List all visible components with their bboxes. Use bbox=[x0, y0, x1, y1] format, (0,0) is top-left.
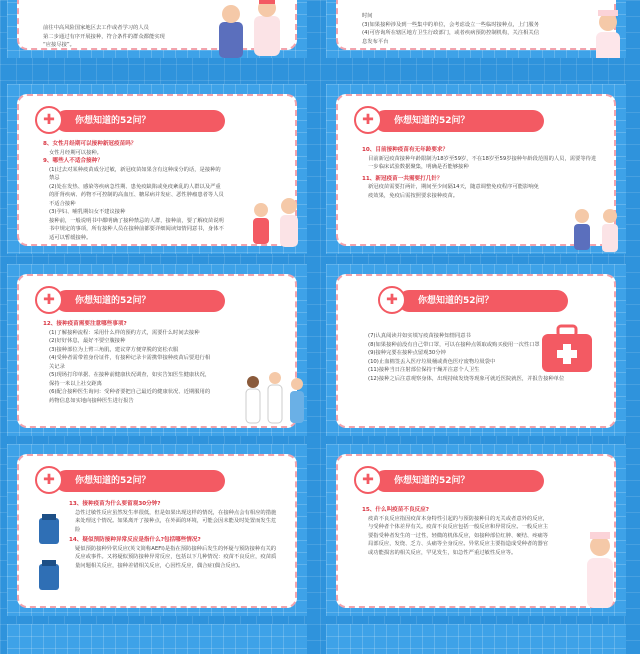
section-title: 你想知道的52问？ bbox=[374, 470, 544, 492]
answer: (4)受种者需带着身份证件，有接种记录卡需携带接种疫苗后要进行相关记录 bbox=[49, 355, 211, 370]
slide-card bbox=[17, 0, 297, 50]
text-line: “应接尽接”。 bbox=[43, 42, 75, 48]
question: 14、疑似预防接种异常反应是指什么?包括哪些情况? bbox=[69, 537, 201, 543]
question: 12、接种疫苗需要注意哪些事项? bbox=[43, 321, 127, 327]
text-line: 前往中高风险国家地区去工作或者学习的人员 bbox=[43, 25, 149, 31]
slide-body bbox=[362, 146, 600, 200]
text-line: 第二步通过有序开展接种，符合条件的群众都能实现 bbox=[43, 33, 165, 40]
answer: (12)接种之后注意观察身体，出现持续发烧等现象可就近医院就医，并报告接种单位 bbox=[368, 375, 565, 382]
text-line: (4)可咨询所在辖区地方卫生行政部门，或者疾病预防控制机构，关注相关信息发布平台 bbox=[362, 30, 540, 45]
slide-9 bbox=[7, 624, 307, 654]
answer: (2)好好休息，最好不要空腹接种 bbox=[49, 338, 126, 344]
medical-kit-icon: ✚ bbox=[354, 466, 382, 494]
slide-card bbox=[336, 274, 616, 428]
answer: (2)处在发热、感染等疾病急性期、患免疫缺陷或免疫紊乱的人群以及严重的肝肾疾病、药物不可控制的高血压、糖尿病并发症、恶性肿瘤患者等人员不适合接种 bbox=[49, 183, 224, 207]
slide-card bbox=[17, 454, 297, 608]
medical-kit-icon: ✚ bbox=[35, 286, 63, 314]
answer: 接种前，一般说明书中都明确了接种禁忌的人群，接种前，要了解疫苗说明书中规定的事项，所有接种人员在接种前都要详细阅读知情同意书，身体不适可以暂缓接种。 bbox=[49, 217, 224, 241]
answer: (5)现场打印单据、在接种前健康状况调查，如实告知医生健康状况，保持一米以上社交距离 bbox=[49, 372, 211, 387]
slide-body bbox=[69, 500, 281, 570]
slide-4 bbox=[326, 84, 626, 254]
section-title: 你想知道的52问？ bbox=[374, 110, 544, 132]
section-title: 你想知道的52问？ bbox=[55, 290, 225, 312]
nurse-illustration bbox=[576, 530, 624, 614]
medicine-bottles-illustration bbox=[35, 512, 65, 602]
answer: 目前新冠疫苗接种年龄限制为18岁至59岁，不在18岁至59岁接种年龄段范围的人员，需要等待进一步临床试验数据聚集，明确是否能够接种 bbox=[368, 155, 597, 170]
slide-body bbox=[362, 506, 552, 557]
medical-kit-icon: ✚ bbox=[35, 106, 63, 134]
answer: 疑似预防接种异常反应(英文简称AEFI)是指在预防接种后发生的怀疑与预防接种有关的反应或事件。又将疑似预防接种异常反应，包括以下几种情况：疫苗不良反应，疫苗质量问题相关反应，接种差错相关反应，心因性反应，偶合症(偶合反应)。 bbox=[75, 545, 277, 569]
answer: (6)配合接种医生询问：受种者要把自己最近的健康状况、近期服用的药物信息如实地向接种医生进行报告 bbox=[49, 389, 211, 404]
slide-card bbox=[336, 454, 616, 608]
answer: (1)过去对某种疫苗成分过敏，新冠疫苗如果含有这种成分的话，是接种的禁忌 bbox=[49, 166, 221, 181]
doctor-patient-illustration bbox=[209, 0, 307, 58]
answer: (10)止血棉签丢入医疗垃圾桶或黄色医疗废物垃圾袋中 bbox=[368, 358, 496, 365]
answer: (11)接种当日注射部位保持干燥并注意个人卫生 bbox=[368, 367, 480, 373]
slide-2 bbox=[326, 0, 626, 58]
slide-body bbox=[362, 332, 600, 383]
answer: 新冠疫苗需要打两针，期间至少间隔14天，随意调整免疫程序可能影响免疫效果，免疫后需按照要求接种疫苗。 bbox=[368, 184, 539, 199]
slide-card bbox=[17, 274, 297, 428]
medical-kit-icon: ✚ bbox=[35, 466, 63, 494]
answer: (3)接种部位为上臂三角肌，建议穿方便穿脱的宽松衣服 bbox=[49, 346, 179, 353]
answer: (3)孕妇、哺乳期妇女不建议接种 bbox=[49, 209, 126, 215]
slide-card bbox=[336, 0, 616, 50]
section-title: 你想知道的52问？ bbox=[398, 290, 568, 312]
doctors-group-illustration bbox=[241, 370, 307, 436]
answer: 女性月经期可以接种。 bbox=[49, 149, 102, 156]
question: 8、女性月经期可以接种新冠疫苗吗？ bbox=[43, 141, 137, 147]
answer: (7)认真阅读并如实填写疫苗接种知情同意书 bbox=[368, 333, 471, 339]
slide-card bbox=[336, 94, 616, 246]
slide-10 bbox=[326, 624, 626, 654]
text-line: (3)如果接种涉及到一些集中的单位，会考虑设立一些临时接种点，上门服务 bbox=[362, 21, 540, 28]
section-title: 你想知道的52问？ bbox=[55, 110, 225, 132]
slide-8 bbox=[326, 444, 626, 616]
question: 11、新冠疫苗一共需要打几针？ bbox=[362, 175, 443, 182]
answer: 疫苗不良反应指因疫苗本身特性引起的与预防接种目的无关或者意外的反应，与受种者个体差异有关。疫苗不良反应包括一般反应和异常反应。一般反应主要指受种者发生的一过性，轻微的机体反应，如接种部位红肿、硬结、疼痛等局部反应，发烧、乏力、头痛等全身反应。异常反应主要指造成受种者的器官或功能损害的相关反应，罕见发生，如急性严重过敏性反应等。 bbox=[368, 515, 549, 556]
medical-kit-icon: ✚ bbox=[378, 286, 406, 314]
text-line: 时间 bbox=[362, 13, 373, 19]
slide-body bbox=[43, 140, 225, 242]
question: 9、哪些人不适合接种？ bbox=[43, 158, 103, 164]
slide-6 bbox=[326, 264, 626, 436]
slide-7 bbox=[7, 444, 307, 616]
answer: (9)接种完要在接种点留观30分钟 bbox=[368, 350, 446, 356]
slide-card bbox=[17, 94, 297, 246]
section-title: 你想知道的52问？ bbox=[55, 470, 225, 492]
answer: (8)如果接种前没有自己带口罩，可以在接种点领取或购买使用一次性口罩 bbox=[368, 341, 540, 348]
question: 15、什么叫疫苗不良反应? bbox=[362, 507, 429, 513]
answer: 急性过敏性反应虽然发生率很低，但是如果出现这样的情况，在接种点会有相应的措施来处理这个情况。如果离开了接种点，在外面的环境，可能会因未能及时处置而发生危险 bbox=[75, 509, 277, 533]
question: 10、目前接种疫苗有无年龄要求？ bbox=[362, 147, 449, 153]
vaccination-illustration bbox=[247, 196, 307, 252]
slide-body bbox=[43, 320, 215, 405]
slide-1 bbox=[7, 0, 307, 58]
slide-3 bbox=[7, 84, 307, 254]
question: 13、接种疫苗为什么要留观30分钟? bbox=[69, 501, 161, 507]
answer: (1)了解接种流程：采用什么样的预约方式，需要什么时间去接种 bbox=[49, 329, 200, 336]
slide-body bbox=[362, 12, 544, 46]
slide-5 bbox=[7, 264, 307, 436]
nurse-illustration bbox=[583, 8, 626, 58]
medical-kit-icon: ✚ bbox=[354, 106, 382, 134]
injection-illustration bbox=[566, 206, 626, 254]
